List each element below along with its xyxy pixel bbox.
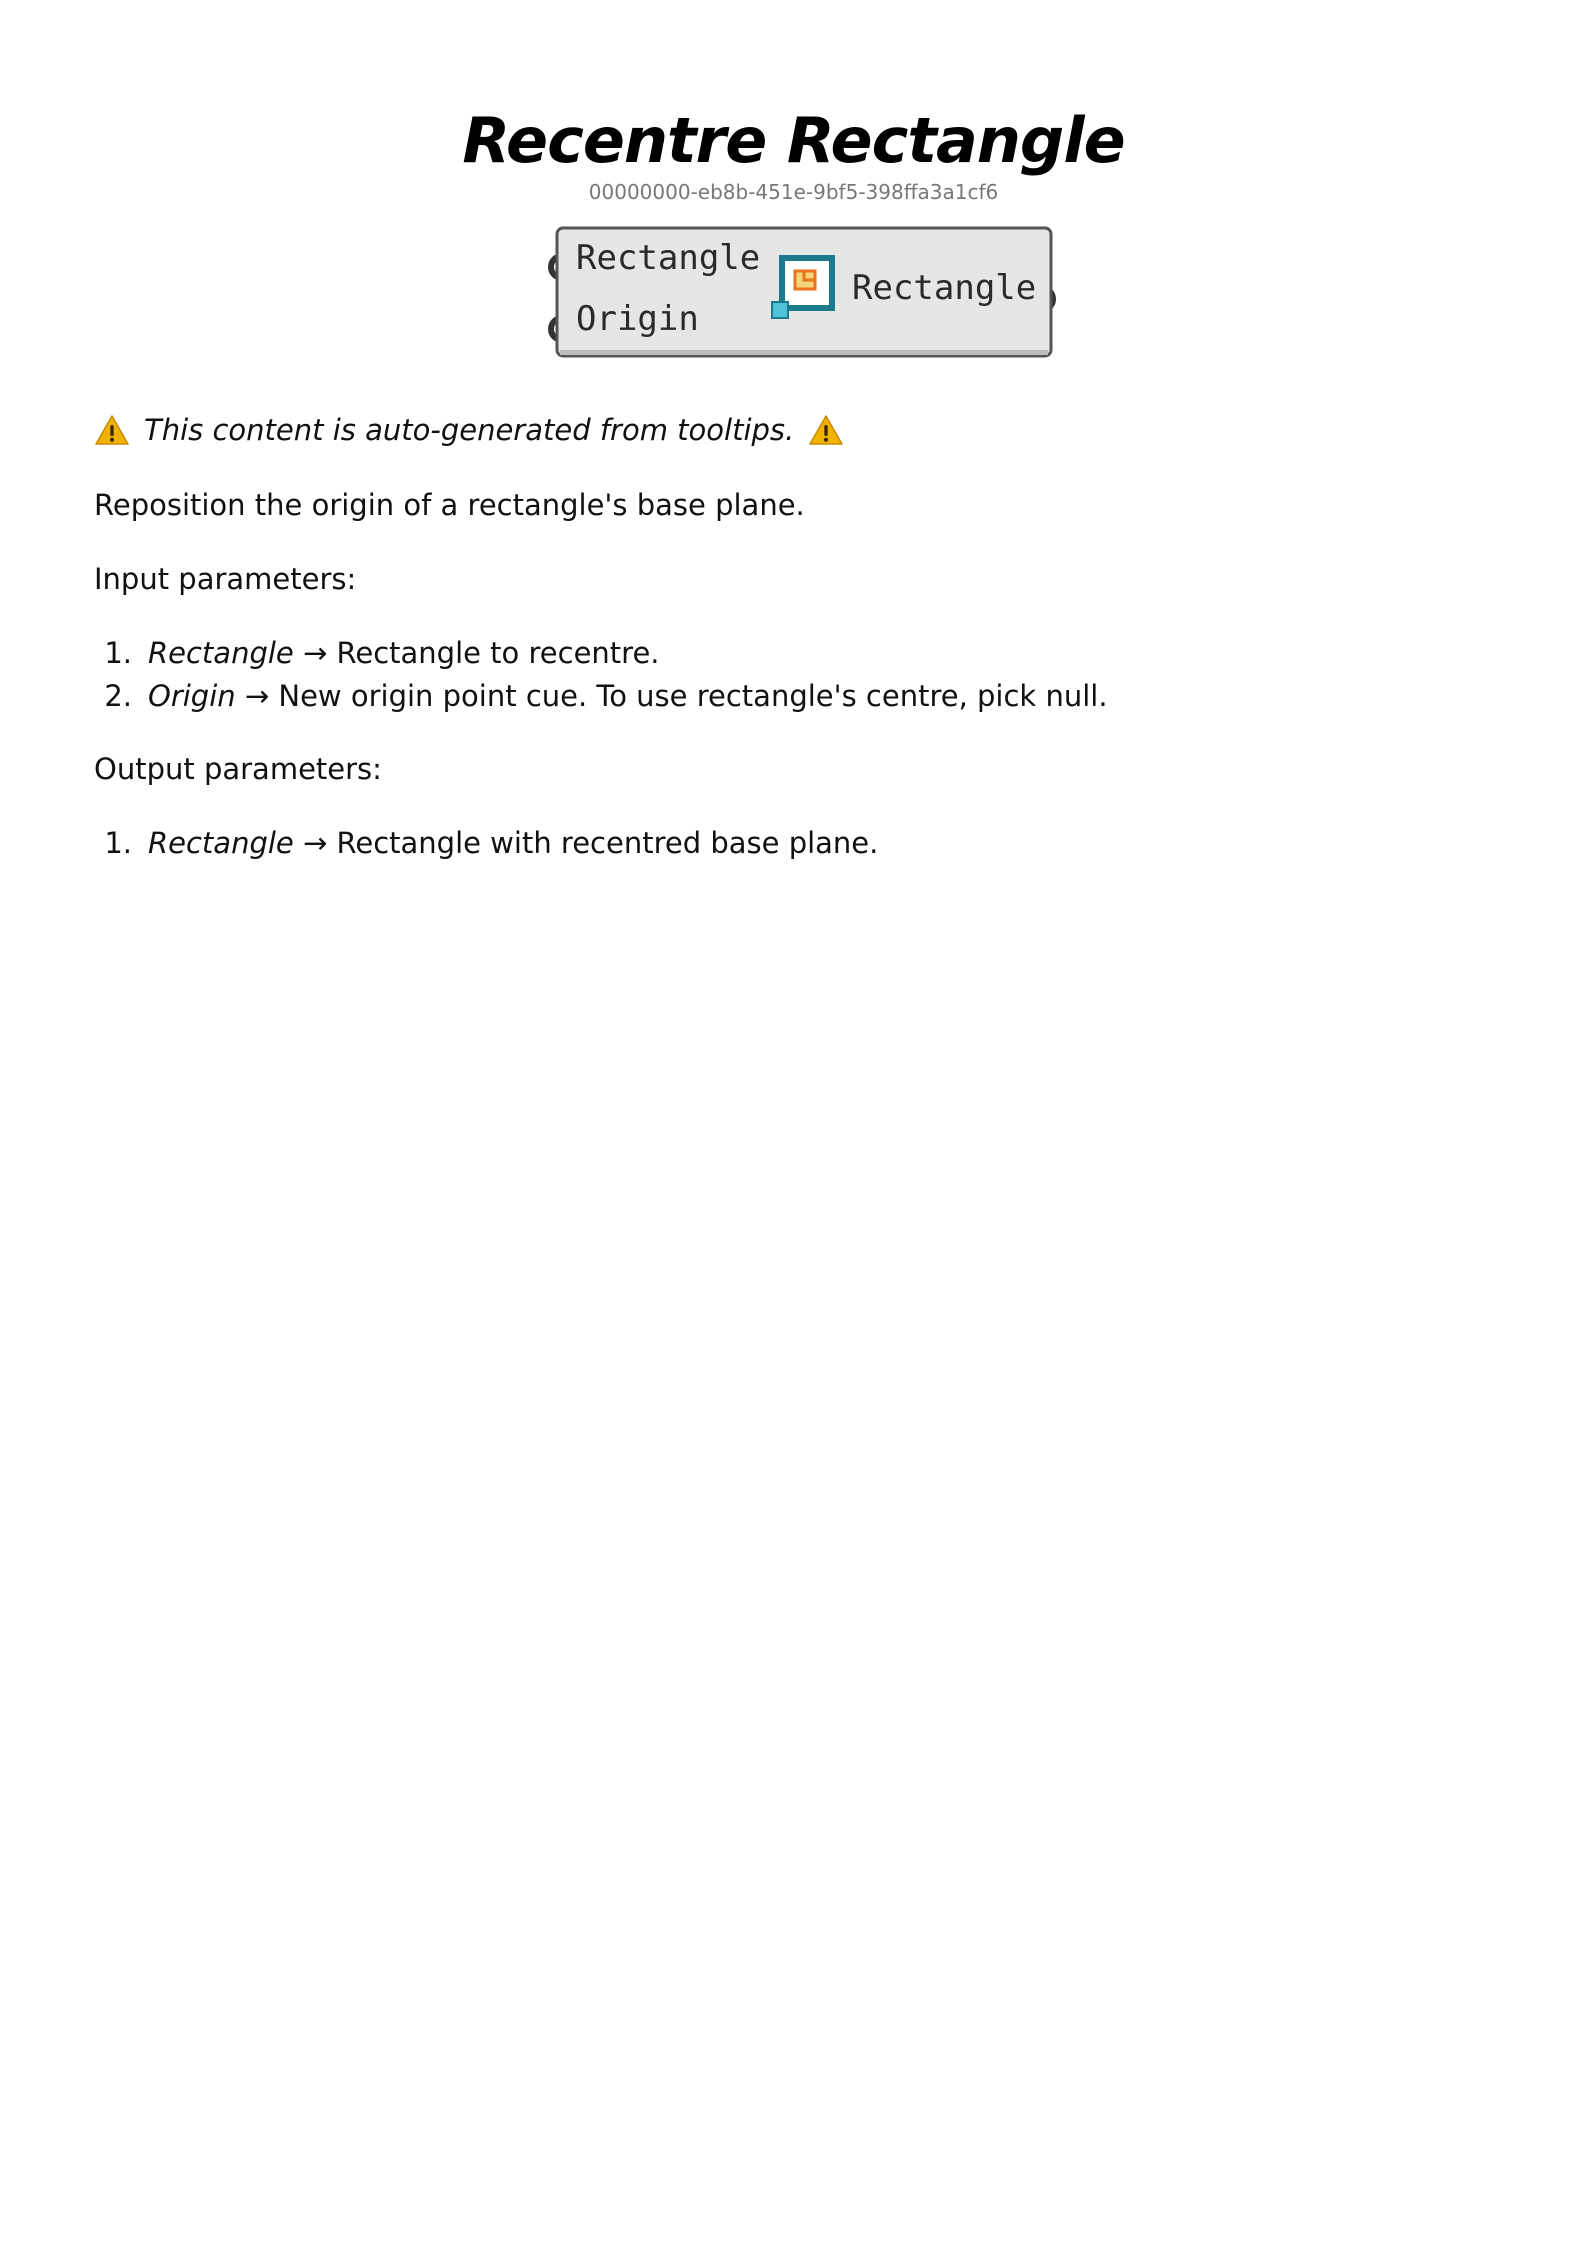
output-parameters-heading: Output parameters: xyxy=(94,752,382,786)
output-parameters-list xyxy=(94,822,878,865)
component-diagram xyxy=(536,222,1056,362)
component-guid: 00000000-eb8b-451e-9bf5-398ffa3a1cf6 xyxy=(588,180,999,204)
auto-generated-notice xyxy=(94,410,844,450)
output-label-rectangle: Rectangle xyxy=(852,268,1037,308)
warning-icon xyxy=(808,414,844,446)
component-description: Reposition the origin of a rectangle's base plane. xyxy=(94,488,805,522)
warning-icon xyxy=(94,414,130,446)
input-parameters-heading: Input parameters: xyxy=(94,562,357,596)
list-item: 2. Origin → New origin point cue. To use rectangle's centre, pick null. xyxy=(104,679,1108,713)
param-name: Rectangle xyxy=(148,636,294,670)
page-title: Recentre Rectangle xyxy=(462,104,1125,177)
input-parameters-list xyxy=(94,632,1108,718)
param-name: Origin xyxy=(148,679,236,713)
param-desc: → Rectangle to recentre. xyxy=(302,636,660,670)
input-label-rectangle: Rectangle xyxy=(576,238,761,278)
input-label-origin: Origin xyxy=(576,299,699,339)
list-item: 1. Rectangle → Rectangle to recentre. xyxy=(104,636,660,670)
param-name: Rectangle xyxy=(148,826,294,860)
recentre-rectangle-icon xyxy=(772,258,832,318)
param-desc: → New origin point cue. To use rectangle's centre, pick null. xyxy=(244,679,1108,713)
notice-text: This content is auto-generated from tooltips. xyxy=(144,413,795,447)
list-item: 1. Rectangle → Rectangle with recentred base plane. xyxy=(104,826,879,860)
param-desc: → Rectangle with recentred base plane. xyxy=(302,826,879,860)
